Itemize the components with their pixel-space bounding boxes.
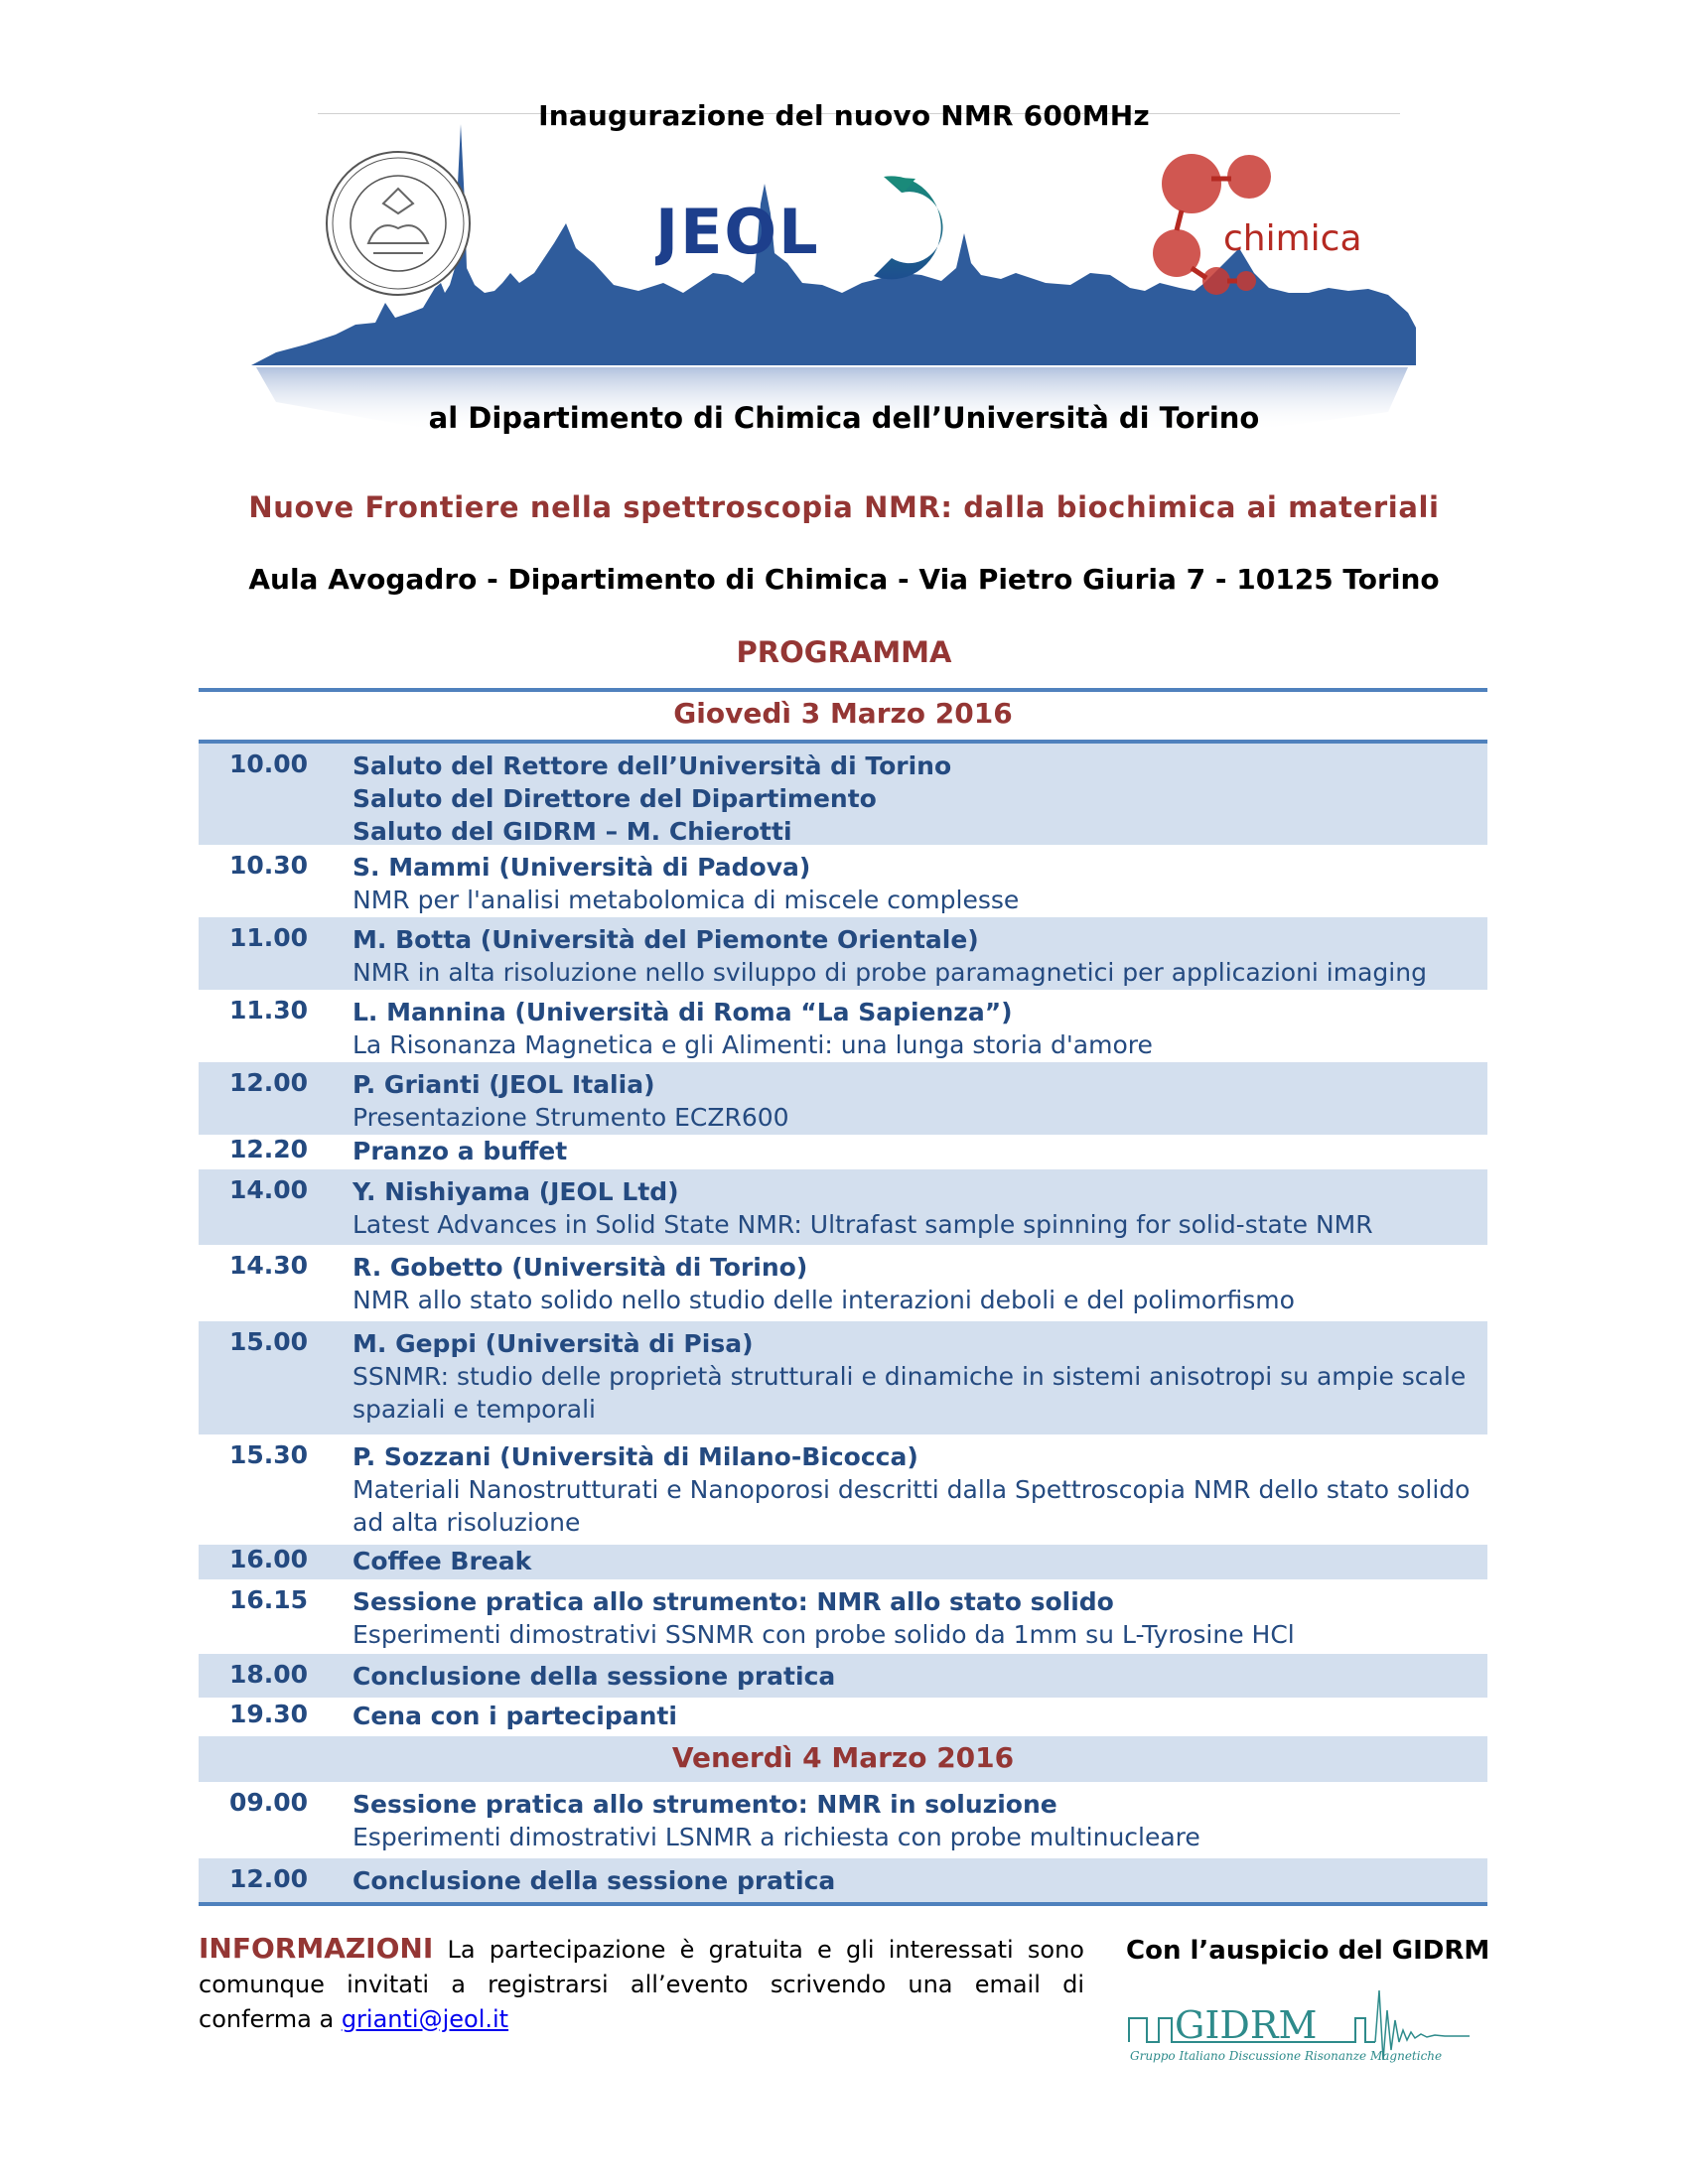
row-title: Coffee Break — [352, 1547, 532, 1575]
row-content — [352, 1068, 1475, 1134]
info-text: La partecipazione è gratuita e gli interessati sono comunque invitati a registrarsi all’evento scrivendo una email di conferma a — [199, 1936, 1084, 2033]
email-link[interactable]: grianti@jeol.it — [341, 2005, 509, 2033]
table-row — [199, 845, 1487, 917]
row-title: Cena con i partecipanti — [352, 1702, 677, 1730]
table-row — [199, 1135, 1487, 1169]
row-title: S. Mammi (Università di Padova) — [352, 853, 811, 882]
row-description: SSNMR: studio delle proprietà strutturali e dinamiche in sistemi anisotropi su ampie scale spaziali e temporali — [352, 1362, 1467, 1424]
row-description: La Risonanza Magnetica e gli Alimenti: una lunga storia d'amore — [352, 1030, 1153, 1059]
row-title: Saluto del Direttore del Dipartimento — [352, 784, 877, 813]
row-time: 10.30 — [229, 851, 309, 880]
event-title: Inaugurazione del nuovo NMR 600MHz — [538, 99, 1150, 132]
table-row — [199, 1169, 1487, 1245]
row-content — [352, 923, 1475, 989]
row-content — [352, 1700, 1475, 1732]
row-time: 11.30 — [229, 996, 309, 1024]
row-content — [352, 996, 1475, 1061]
table-row — [199, 1545, 1487, 1579]
row-description: Materiali Nanostrutturati e Nanoporosi descritti dalla Spettroscopia NMR dello stato solido ad alta risoluzione — [352, 1475, 1471, 1537]
jeol-logo — [655, 159, 973, 288]
row-time: 19.30 — [229, 1700, 309, 1728]
table-row — [199, 917, 1487, 990]
row-title: Conclusione della sessione pratica — [352, 1866, 836, 1895]
row-time: 09.00 — [229, 1788, 309, 1817]
row-content — [352, 1585, 1475, 1651]
programma-heading: PROGRAMMA — [736, 635, 952, 669]
row-description: NMR in alta risoluzione nello sviluppo di probe paramagnetici per applicazioni imaging — [352, 958, 1427, 987]
row-title: Conclusione della sessione pratica — [352, 1662, 836, 1691]
row-time: 10.00 — [229, 750, 309, 778]
table-row — [199, 1698, 1487, 1736]
svg-text:chimica: chimica — [1223, 218, 1362, 259]
row-content — [352, 1864, 1475, 1897]
row-description: Esperimenti dimostrativi LSNMR a richiesta con probe multinucleare — [352, 1823, 1200, 1851]
gidrm-subtitle: Gruppo Italiano Discussione Risonanze Magnetiche — [1130, 2049, 1443, 2063]
table-row — [199, 990, 1487, 1062]
row-time: 14.30 — [229, 1251, 309, 1280]
table-row — [199, 744, 1487, 845]
row-title: Pranzo a buffet — [352, 1137, 568, 1165]
sponsor-label: Con l’auspicio del GIDRM — [1126, 1936, 1490, 1966]
university-seal-logo — [324, 149, 473, 298]
row-title: Y. Nishiyama (JEOL Ltd) — [352, 1177, 679, 1206]
day-label: Venerdì 4 Marzo 2016 — [671, 1741, 1015, 1774]
row-content — [352, 1327, 1475, 1426]
row-title: Saluto del GIDRM – M. Chierotti — [352, 817, 792, 846]
table-bottom-rule — [199, 1902, 1487, 1906]
row-title: P. Sozzani (Università di Milano-Bicocca) — [352, 1442, 918, 1471]
row-time: 18.00 — [229, 1660, 309, 1689]
row-title: Sessione pratica allo strumento: NMR in soluzione — [352, 1790, 1057, 1819]
row-description: Latest Advances in Solid State NMR: Ultrafast sample spinning for solid-state NMR — [352, 1210, 1373, 1239]
row-title: L. Mannina (Università di Roma “La Sapienza”) — [352, 998, 1013, 1026]
info-paragraph — [199, 1931, 1084, 2037]
row-title: Sessione pratica allo strumento: NMR allo stato solido — [352, 1587, 1114, 1616]
row-content — [352, 1660, 1475, 1693]
row-time: 11.00 — [229, 923, 309, 952]
svg-text:JEOL: JEOL — [655, 196, 820, 268]
row-time: 14.00 — [229, 1175, 309, 1204]
row-title: Saluto del Rettore dell’Università di Torino — [352, 751, 952, 780]
row-description: NMR per l'analisi metabolomica di miscele complesse — [352, 886, 1020, 914]
row-title: R. Gobetto (Università di Torino) — [352, 1253, 808, 1282]
table-row — [199, 1245, 1487, 1321]
row-content — [352, 1251, 1475, 1316]
gidrm-logo-text: GIDRM — [1175, 2003, 1318, 2047]
row-description: Esperimenti dimostrativi SSNMR con probe solido da 1mm su L-Tyrosine HCl — [352, 1620, 1295, 1649]
row-content — [352, 851, 1475, 916]
row-time: 12.00 — [229, 1068, 309, 1097]
row-content — [352, 750, 1475, 848]
table-row — [199, 1434, 1487, 1545]
row-time: 15.30 — [229, 1440, 309, 1469]
day-header-friday — [199, 1736, 1487, 1782]
day-label: Giovedì 3 Marzo 2016 — [673, 697, 1013, 730]
row-title: P. Grianti (JEOL Italia) — [352, 1070, 655, 1099]
row-content — [352, 1175, 1475, 1241]
row-time: 15.00 — [229, 1327, 309, 1356]
row-content — [352, 1545, 1475, 1577]
row-content — [352, 1440, 1475, 1539]
chimica-logo — [1132, 149, 1370, 298]
row-content — [352, 1135, 1475, 1167]
row-time: 12.00 — [229, 1864, 309, 1893]
row-title: M. Botta (Università del Piemonte Orientale) — [352, 925, 979, 954]
row-time: 16.15 — [229, 1585, 309, 1614]
table-row — [199, 1858, 1487, 1902]
table-row — [199, 1321, 1487, 1434]
info-label: INFORMAZIONI — [199, 1932, 434, 1965]
row-title: M. Geppi (Università di Pisa) — [352, 1329, 754, 1358]
row-description: Presentazione Strumento ECZR600 — [352, 1103, 789, 1132]
row-time: 16.00 — [229, 1545, 309, 1573]
table-row — [199, 1579, 1487, 1654]
row-content — [352, 1788, 1475, 1853]
table-row — [199, 1654, 1487, 1698]
table-row — [199, 1062, 1487, 1135]
conference-subtitle: Nuove Frontiere nella spettroscopia NMR: dalla biochimica ai materiali — [248, 490, 1440, 524]
department-title: al Dipartimento di Chimica dell’Università di Torino — [428, 401, 1260, 435]
day-header-thursday — [199, 692, 1487, 740]
table-row — [199, 1782, 1487, 1858]
row-description: NMR allo stato solido nello studio delle interazioni deboli e del polimorfismo — [352, 1286, 1295, 1314]
venue-address: Aula Avogadro - Dipartimento di Chimica - Via Pietro Giuria 7 - 10125 Torino — [248, 563, 1440, 596]
row-time: 12.20 — [229, 1135, 309, 1163]
